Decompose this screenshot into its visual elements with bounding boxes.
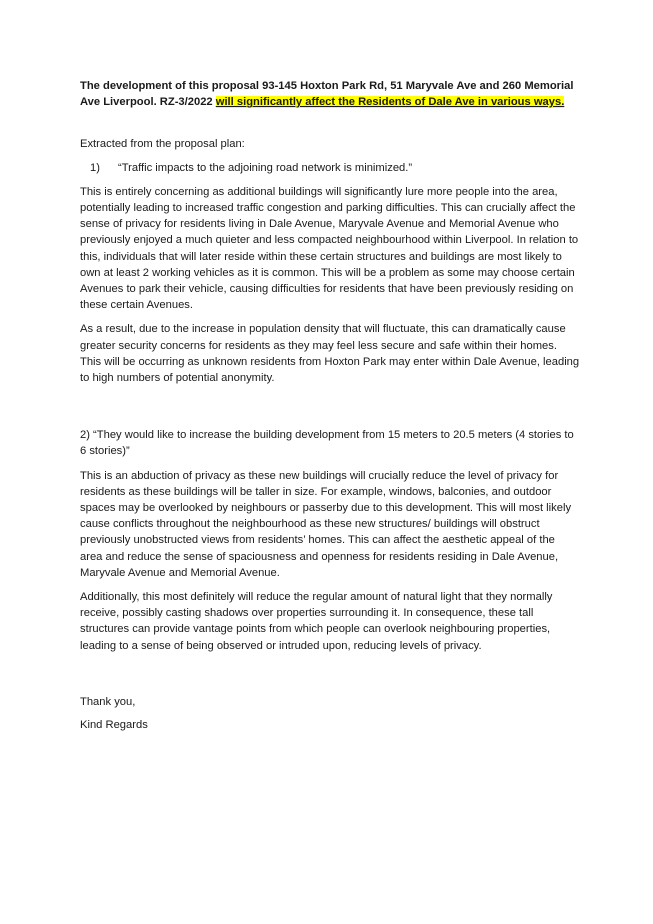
intro-text: Extracted from the proposal plan:: [80, 138, 245, 151]
closing-text: Thank you,: [80, 695, 136, 708]
point-1-paragraph-1: This is entirely concerning as additional buildings will significantly lure more people into the area, potentially leading to increased traffic congestion and parking difficulties. This can crucially affect the sense of privacy for residents living in Dale Avenue, Maryvale Avenue and Memorial Avenue who previously enjoyed a much quieter and less compacted neighbourhood within Liverpool. In relation to this, individuals that will later reside within these certain structures and buildings are most likely to own at least 2 working vehicles as it is common. This will be a problem as some may choose certain Avenues to park their vehicle, causing difficulties for residents that have been previously residing on these certain Avenues.: [80, 185, 579, 312]
document-title: [80, 78, 580, 110]
point-2-paragraph-1: This is an abduction of privacy as these new buildings will crucially reduce the level of privacy for residents as these buildings will be taller in size. For example, windows, balconies, and outdoor spaces may be overlooked by neighbours or passerby due to this development. This will most likely cause conflicts throughout the neighbourhood as these new structures/ buildings will obstruct previously unobstructed views from residents’ homes. This can affect the aesthetic appeal of the area and reduce the sense of spaciousness and openness for residents residing in Dale Avenue, Maryvale Avenue and Memorial Avenue.: [80, 469, 572, 579]
signoff-text: Kind Regards: [80, 719, 148, 732]
title-text: The development of this proposal 93-145 Hoxton Park Rd, 51 Maryvale Ave and 260 Memorial Ave Liverpool. RZ-3/2022: [80, 80, 574, 109]
point-1-number: 1): [90, 161, 100, 174]
point-1-quote: [80, 160, 580, 176]
document-page: [80, 78, 580, 733]
title-highlight: will significantly affect the Residents of Dale Ave in various ways.: [215, 96, 565, 109]
point-1-paragraph-2: As a result, due to the increase in population density that will fluctuate, this can dramatically cause greater security concerns for residents as they may feel less secure and safe within their homes. This will be occurring as unknown residents from Hoxton Park may enter within Dale Avenue, leading to high numbers of potential anonymity.: [80, 323, 580, 385]
point-1-quote-text: “Traffic impacts to the adjoining road network is minimized.”: [118, 161, 413, 174]
point-2-paragraph-2: Additionally, this most definitely will reduce the regular amount of natural light that they normally receive, possibly casting shadows over properties surrounding it. In consequence, these tall structures can provide vantage points from which people can overlook neighbouring properties, leading to a sense of being observed or intruded upon, reducing levels of privacy.: [80, 591, 553, 652]
point-2-quote: 2) “They would like to increase the building development from 15 meters to 20.5 meters (4 stories to 6 stories)”: [80, 429, 574, 458]
